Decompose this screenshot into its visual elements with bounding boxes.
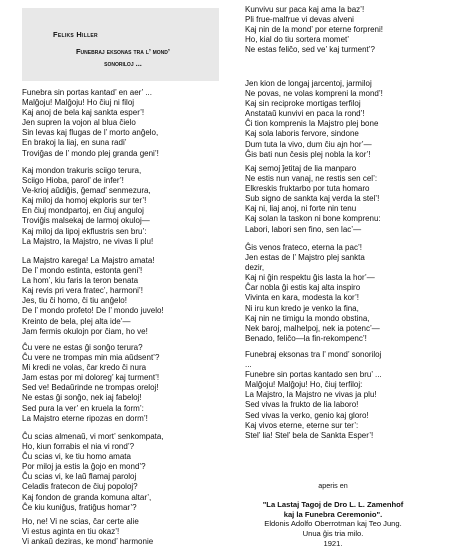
poem-author: Feliks Hiller <box>53 30 98 39</box>
verse-line: Ĝis bati nun ĉesis plej nobla la kor’! <box>245 149 371 159</box>
verse-line: Ne estas feliĉo, sed ve’ kaj turment’? <box>245 45 375 55</box>
verse-line: Stel’ lia! Stel’ bela de Sankta Esper’! <box>245 430 374 440</box>
poem-title-line-2: sonoriloj ... <box>104 59 142 68</box>
verse-line: Ve-krioj aŭdiĝis, ĝemad’ senmezura, <box>22 186 151 196</box>
verse-line: Troviĝas de l’ mondo plej granda geni’! <box>22 148 159 158</box>
stanza <box>22 517 153 547</box>
verse-line: Kunvivu sur paca kaj ama la baz’! <box>245 5 365 14</box>
credits-line-4: Eldonis Adolfo Oberrotman kaj Teo Jung. <box>264 519 402 529</box>
verse-line: Ĉar nobla ĝi estis kaj alta inspiro <box>245 283 361 293</box>
verse-line: Sed vivas la verko, genio kaj gloro! <box>245 410 369 420</box>
verse-line: Sciigo Hioba, parol’ de infer’! <box>22 176 124 186</box>
verse-line: Vi estus aginta en tiu okaz’! <box>22 527 120 537</box>
stanza <box>22 343 159 424</box>
verse-line: Ĉu scias almenaŭ, vi mort’ senkompata, <box>22 432 164 441</box>
verse-line: Ho, ne! Vi ne scias, ĉar certe alie <box>22 517 139 526</box>
stanza <box>245 243 380 344</box>
verse-line: Ĉu scias vi, ke tiu homo amata <box>22 452 131 462</box>
verse-line: Kaj ni ĝin respektu ĝis lasta la hor’— <box>245 273 375 283</box>
verse-line: Anstataŭ kunvivi en paca la rond’! <box>245 109 365 119</box>
stanza <box>22 432 164 513</box>
verse-line: Kaj nin de la mond’ por eterne forpreni! <box>245 25 384 35</box>
verse-line: Kaj fondon de granda komuna altar’, <box>22 492 152 502</box>
verse-line: Ĝis venos frateco, eterna la pac’! <box>245 243 362 252</box>
verse-line: Benado, feliĉo—la fin-rekompenc’! <box>245 333 367 343</box>
verse-line: Jen supren la vojon al blua ĉielo <box>22 118 136 128</box>
verse-line: Por miloj ja estis la ĝojo en mond’? <box>22 462 146 472</box>
verse-line: Funebre sin portas kantado sen bru’ ... <box>245 370 382 380</box>
stanza <box>245 350 382 441</box>
verse-line: Kaj mondon trakuris sciigo terura, <box>22 166 142 175</box>
verse-line: Ĉu vere ne estas ĝi sonĝo terura? <box>22 343 143 352</box>
verse-line: Funebra sin portas kantad’ en aer’ ... <box>22 88 152 97</box>
verse-line: Funebraj eksonas tra l’ mond’ sonoriloj <box>245 350 382 359</box>
verse-line: Kaj revis pri vera fratec’, harmoni’! <box>22 286 143 296</box>
verse-line: De l’ mondo estinta, estonta geni’! <box>22 266 143 276</box>
verse-line: Jen kion de longaj jarcentoj, jarmiloj <box>245 79 372 88</box>
stanza <box>22 166 153 247</box>
verse-line: Sed vivas la frukto de lia laboro! <box>245 400 359 410</box>
verse-line: Kreinto de bela, plej alta ide’— <box>22 316 131 326</box>
verse-line: La Majstro eterne ripozas en dorm’! <box>22 413 148 423</box>
verse-line: Sin levas kaj flugas de l’ morto anĝelo, <box>22 128 159 138</box>
verse-line: Elkreskis fruktarbo por tuta homaro <box>245 184 370 194</box>
credits-line-1: aperis en <box>318 481 348 490</box>
publication-credits <box>233 481 433 549</box>
verse-line: Ho, kial do tiu sortera momet’ <box>245 35 350 45</box>
stanza <box>22 88 159 159</box>
stanza <box>245 164 381 235</box>
verse-line: Sub signo de sankta kaj verda la stel’! <box>245 194 380 204</box>
verse-line: Vivinta en kara, modesta la kor’! <box>245 293 359 303</box>
poem-title-line-1: Funebraj eksonas tra l’ mond’ <box>76 47 170 56</box>
verse-line: La hom’, kiu faris la teron benata <box>22 276 139 286</box>
verse-line: La Majstro karega! La Majstro amata! <box>22 256 155 265</box>
stanza <box>245 79 383 160</box>
verse-line: La Majstro, la Majstro, ne vivas li plu! <box>22 236 154 246</box>
verse-line: Mi kredi ne volas, ĉar kredo ĉi nura <box>22 363 147 373</box>
verse-line: Celadis fratecon de ĉiuj popoloj? <box>22 482 138 492</box>
verse-line: Sed pura la ver’ en kruela la form’: <box>22 403 144 413</box>
verse-line: Kaj sola laboris fervore, sindone <box>245 129 359 139</box>
verse-line: Pli frue-malfrue vi devas alveni <box>245 15 354 25</box>
poem-title <box>38 46 208 70</box>
verse-line: Kaj ni, liaj anoj, ni forte nin tenu <box>245 204 357 214</box>
verse-line: Ĉu scias vi, ke laŭ flamaj paroloj <box>22 472 137 482</box>
title-box <box>22 8 219 81</box>
verse-line: Kaj nin ne timigu la mondo obstina, <box>245 313 370 323</box>
verse-line: Ne estas ĝi sonĝo, nek iaj fabeloj! <box>22 393 142 403</box>
verse-line: Ho, kiun forrabis el nia vi rond’? <box>22 442 135 452</box>
credits-line-5: Unua ĝis tria milo. <box>302 529 364 539</box>
verse-line: Jes, tiu ĉi homo, ĉi tiu anĝelo! <box>22 296 127 306</box>
verse-line: De l’ mondo profeto! De l’ mondo juvelo! <box>22 306 164 316</box>
credits-line-2: "La Lastaj Tagoj de Dro L. L. Zamenhof <box>262 499 404 509</box>
verse-line: Jam estas por mi doloreg’ kaj turment’! <box>22 373 160 383</box>
verse-line: Jam fermis okulojn por ĉiam, ho ve! <box>22 326 148 336</box>
verse-line: Malĝoju! Malĝoju! Ho, ĉiuj terfiloj: <box>245 380 363 390</box>
verse-line: Labori, labori sen fino, sen lac’— <box>245 224 362 234</box>
verse-line: Ĉe kiu kuniĝus, fratiĝus homar’? <box>22 502 137 512</box>
verse-line: En brakoj la liaj, en suna radi’ <box>22 138 127 148</box>
verse-line: Dum tuta la vivo, dum ĉiu ajn hor’— <box>245 139 372 149</box>
verse-line: Vi ankaŭ deziras, ke mond’ harmonie <box>22 537 154 547</box>
verse-line: Jen estas de l’ Majstro plej sankta <box>245 253 365 263</box>
verse-line: dezir, <box>245 263 265 273</box>
credits-line-3: kaj la Funebra Ceremonio". <box>283 509 383 519</box>
verse-line: Ni iru kun kredo je venko la fina, <box>245 303 359 313</box>
verse-line: Troviĝis malsekaj de larmoj okuloj— <box>22 216 150 226</box>
verse-line: Kaj miloj da lipoj ekflustris sen bru’: <box>22 226 147 236</box>
verse-line: Ne estis nun vanaj, ne restis sen cel’: <box>245 174 378 184</box>
verse-line: Nek baroj, malhelpoj, nek ia potenc’— <box>245 323 380 333</box>
verse-line: Kaj miloj da homoj ekploris sur ter’! <box>22 196 147 206</box>
verse-line: Kaj semoj ĵetitaj de lia manparo <box>245 164 357 173</box>
verse-line: Ĉi tion komprenis la Majstro plej bone <box>245 119 379 129</box>
verse-line: Kaj vivos eterne, eterne sur ter’: <box>245 420 359 430</box>
verse-line: La Majstro, la Majstro ne vivas ja plu! <box>245 390 377 400</box>
verse-line: Ne povas, ne volas kompreni la mond’! <box>245 89 383 99</box>
stanza <box>245 5 383 55</box>
stanza <box>22 256 164 337</box>
verse-line: Kaj solan la taskon ni bone komprenu: <box>245 214 381 224</box>
credits-line-6: 1921. <box>323 538 343 548</box>
verse-line: Kaj anoj de bela kaj sankta esper’! <box>22 108 145 118</box>
verse-line: Ĉu vere ne trompas min mia aŭdsent’? <box>22 353 160 363</box>
verse-line: Malĝoju! Malĝoju! Ho ĉiuj ni filoj <box>22 98 135 108</box>
verse-line: Sed ve! Bedaŭrinde ne trompas oreloj! <box>22 383 159 393</box>
verse-line: En ĉiuj mondpartoj, en ĉiuj anguloj <box>22 206 144 216</box>
verse-line: ... <box>245 360 252 370</box>
verse-line: Kaj sin reciproke mortigas terfiloj <box>245 99 361 109</box>
